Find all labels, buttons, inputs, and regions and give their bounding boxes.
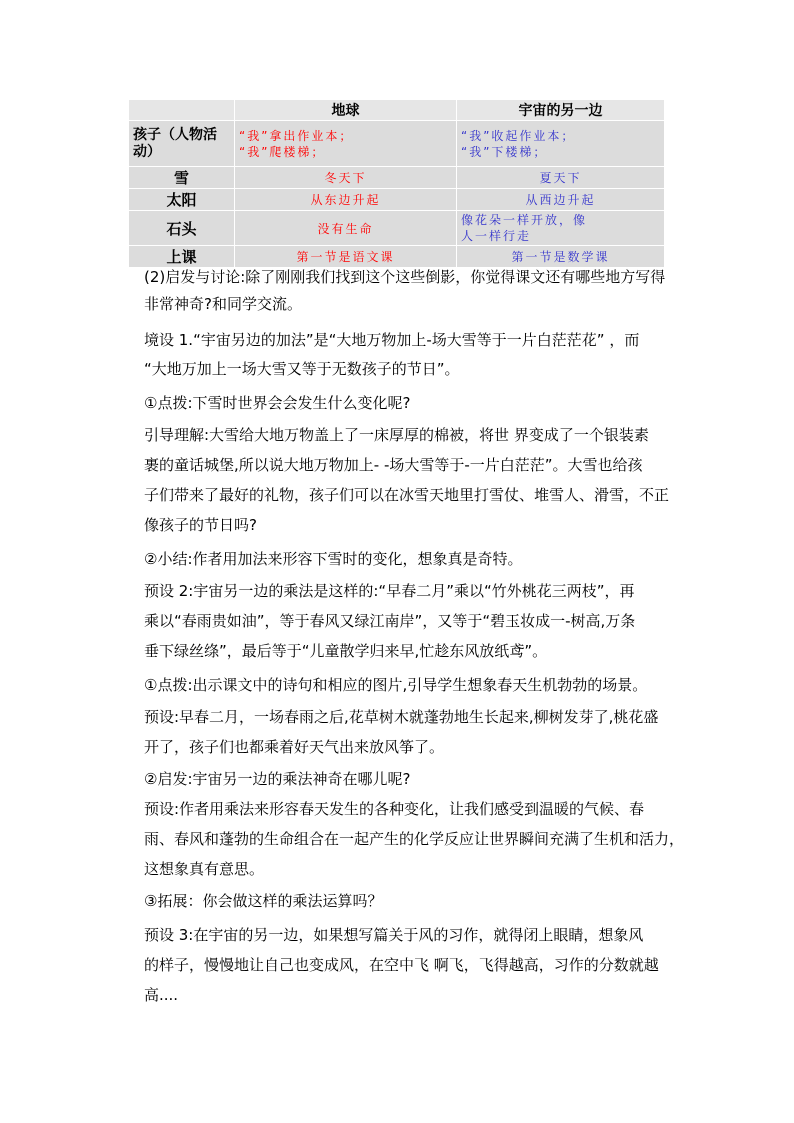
paragraph-line: 裹的童话城堡,所以说大地万物加上- -场大雪等于-一片白茫茫”。大雪也给孩 xyxy=(144,456,643,474)
paragraph-line: 开了，孩子们也都乘着好天气出来放风筝了。 xyxy=(144,738,445,756)
paragraph-line: “大地万加上一场大雪又等于无数孩子的节日”。 xyxy=(144,360,460,378)
paragraph-line: 预设:早春二月，一场春雨之后,花草树木就蓬勃地生长起来,柳树发芽了,桃花盛 xyxy=(144,708,659,726)
paragraph-line: ③拓展：你会做这样的乘法运算吗？ xyxy=(144,892,383,910)
row-label-child: 孩子（人物活动） xyxy=(129,121,235,167)
paragraph-line: 高.... xyxy=(144,986,179,1004)
paragraph-line: 乘以“春雨贵如油”，等于春风又绿江南岸”，又等于“碧玉妆成一-树高,万条 xyxy=(144,612,636,630)
paragraph-line: 垂下绿丝绦”，最后等于“儿童散学归来早,忙趁东风放纸鸢”。 xyxy=(144,642,548,660)
other-cell: 夏天下 xyxy=(457,167,665,189)
row-label-snow: 雪 xyxy=(129,167,235,189)
header-earth: 地球 xyxy=(235,100,457,121)
paragraph-line: 引导理解:大雪给大地万物盖上了一床厚厚的棉被，将世 界变成了一个银装素 xyxy=(144,426,649,444)
header-other-side: 宇宙的另一边 xyxy=(457,100,665,121)
paragraph-line: 预设:作者用乘法来形容春天发生的各种变化，让我们感受到温暖的气候、春 xyxy=(144,800,645,818)
other-cell: 像花朵一样开放，像 人一样行走 xyxy=(457,211,665,246)
row-label-stone: 石头 xyxy=(129,211,235,246)
table-row xyxy=(129,121,665,167)
paragraph-line: 雨、春风和蓬勃的生命组合在一起产生的化学反应让世界瞬间充满了生机和活力， xyxy=(144,830,685,848)
earth-cell: 第一节是语文课 xyxy=(235,246,457,268)
paragraph-line: 预设 3:在宇宙的另一边，如果想写篇关于风的习作，就得闭上眼睛，想象风 xyxy=(144,926,644,944)
paragraph-line: ②启发:宇宙另一边的乘法神奇在哪儿呢? xyxy=(144,770,411,788)
paragraph-line: 境设 1.“宇宙另边的加法”是“大地万物加上-场大雪等于一片白茫茫花” ，而 xyxy=(144,331,640,349)
table-row xyxy=(129,167,665,189)
earth-cell: 没有生命 xyxy=(235,211,457,246)
paragraph-line: ②小结:作者用加法来形容下雪时的变化，想象真是奇特。 xyxy=(144,550,523,568)
other-cell: “我”收起作业本； “我”下楼梯； xyxy=(457,121,665,167)
earth-cell: “我”拿出作业本； “我”爬楼梯； xyxy=(235,121,457,167)
comparison-table xyxy=(128,99,665,268)
other-cell: 从西边升起 xyxy=(457,189,665,211)
row-label-sun: 太阳 xyxy=(129,189,235,211)
earth-cell: 从东边升起 xyxy=(235,189,457,211)
earth-cell: 冬天下 xyxy=(235,167,457,189)
table-header-row xyxy=(129,100,665,121)
paragraph-line: 的样子，慢慢地让自己也变成风，在空中飞 啊飞，飞得越高，习作的分数就越 xyxy=(144,956,659,974)
paragraph-line: 非常神奇?和同学交流。 xyxy=(144,295,302,313)
paragraph-line: 预设 2:宇宙另一边的乘法是这样的:“早春二月”乘以“竹外桃花三两枝”，再 xyxy=(144,582,635,600)
header-blank xyxy=(129,100,235,121)
paragraph-line: 这想象真有意思。 xyxy=(144,860,265,878)
row-label-class: 上课 xyxy=(129,246,235,268)
paragraph-line: ①点拨:出示课文中的诗句和相应的图片,引导学生想象春天生机勃勃的场景。 xyxy=(144,676,648,694)
paragraph-line: (2)启发与讨论:除了刚刚我们找到这个这些倒影，你觉得课文还有哪些地方写得 xyxy=(144,268,666,286)
table-row xyxy=(129,189,665,211)
paragraph-line: 像孩子的节日吗? xyxy=(144,516,257,534)
other-cell: 第一节是数学课 xyxy=(457,246,665,268)
paragraph-line: ①点拨:下雪时世界会会发生什么变化呢? xyxy=(144,394,411,412)
table-row xyxy=(129,211,665,246)
paragraph-line: 子们带来了最好的礼物，孩子们可以在冰雪天地里打雪仗、堆雪人、滑雪，不正 xyxy=(144,486,670,504)
